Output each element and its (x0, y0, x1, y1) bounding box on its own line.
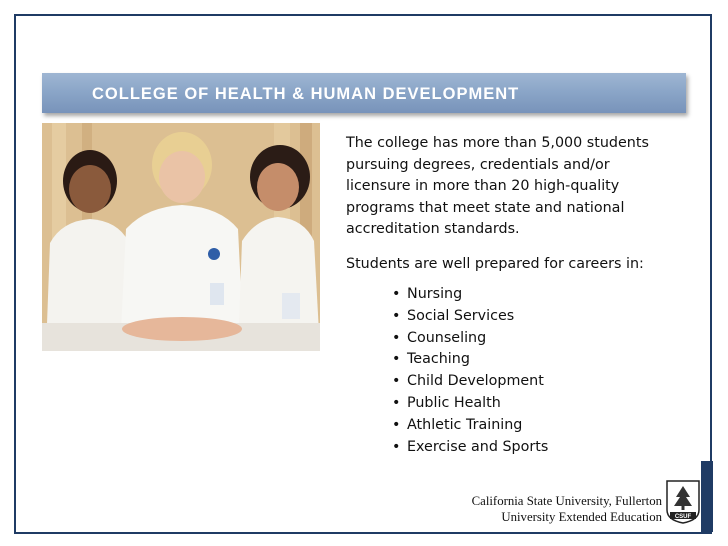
edge-accent-bar (701, 461, 713, 532)
intro-line-3: licensure in more than 20 high-quality (346, 178, 620, 195)
intro-paragraph (346, 133, 676, 241)
intro-line-5: accreditation standards. (346, 221, 520, 238)
university-wordmark (470, 493, 662, 525)
career-label: Child Development (407, 373, 544, 390)
bullet-dot-icon: • (392, 416, 401, 433)
bullet-dot-icon: • (392, 438, 401, 455)
banner-title: COLLEGE OF HEALTH & HUMAN DEVELOPMENT (92, 85, 520, 103)
career-label: Athletic Training (407, 416, 523, 433)
list-item (392, 393, 548, 415)
bullet-dot-icon: • (392, 329, 401, 346)
csuf-seal-icon (666, 480, 700, 524)
seal-label: CSUF (674, 514, 692, 520)
list-item (392, 349, 548, 371)
career-label: Exercise and Sports (407, 438, 549, 455)
list-item (392, 306, 548, 328)
career-label: Nursing (407, 286, 463, 302)
bullet-dot-icon: • (392, 351, 401, 368)
career-label: Teaching (407, 351, 470, 368)
list-item (392, 284, 548, 306)
bullet-dot-icon: • (392, 394, 401, 411)
university-name: California State University, Fullerton (471, 494, 662, 508)
division-name: University Extended Education (501, 510, 662, 524)
list-item (392, 371, 548, 393)
bullet-dot-icon: • (392, 373, 401, 390)
careers-list (392, 284, 548, 458)
bullet-dot-icon: • (392, 286, 401, 302)
career-label: Counseling (407, 329, 487, 346)
career-label: Social Services (407, 307, 515, 324)
careers-lead-in: Students are well prepared for careers in: (346, 256, 644, 272)
list-item (392, 328, 548, 350)
list-item (392, 415, 548, 437)
intro-line-2: pursuing degrees, credentials and/or (346, 156, 610, 173)
career-label: Public Health (407, 394, 501, 411)
intro-line-1: The college has more than 5,000 students (346, 135, 649, 151)
bullet-dot-icon: • (392, 307, 401, 324)
intro-line-4: programs that meet state and national (346, 199, 625, 216)
nursing-students-photo (42, 123, 320, 351)
list-item (392, 437, 548, 459)
